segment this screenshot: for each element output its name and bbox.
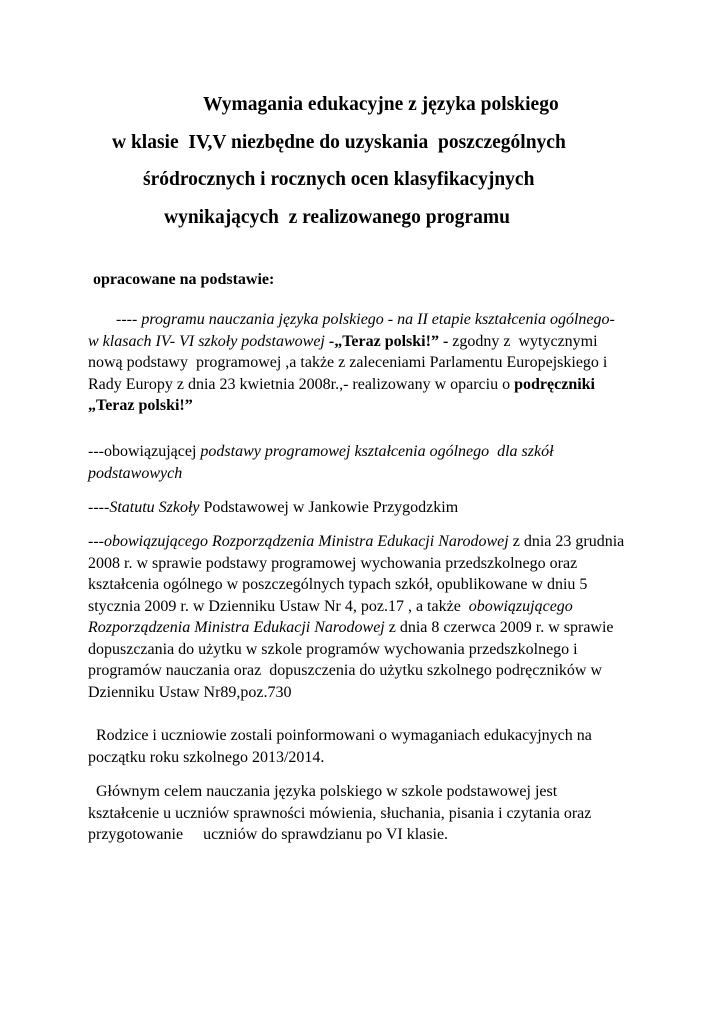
bold-text: podręczniki bbox=[514, 375, 595, 393]
italic-text: Rozporządzenia Ministra Edukacji Narodowej bbox=[88, 619, 385, 636]
paragraph-line bbox=[88, 531, 643, 553]
plain-text: z dnia 8 czerwca 2009 r. w sprawie bbox=[384, 619, 614, 636]
paragraph-line bbox=[88, 497, 643, 519]
paragraph-core-curriculum bbox=[88, 441, 643, 484]
paragraph-line: programów nauczania oraz dopuszczenia do użytku szkolnego podręczników w bbox=[88, 662, 603, 679]
paragraph-line: dopuszczania do użytku w szkole programów wychowania przedszkolnego i bbox=[88, 640, 578, 658]
title-line-2: w klasie IV,V niezbędne do uzyskania poszczególnych bbox=[112, 131, 566, 153]
title-line-1: Wymagania edukacyjne z języka polskiego bbox=[203, 94, 559, 115]
dash-prefix: ---- bbox=[88, 499, 110, 516]
paragraph-line bbox=[88, 617, 643, 639]
paragraph-line bbox=[88, 374, 643, 396]
plain-text: Podstawowej w Jankowie Przygodzkim bbox=[199, 499, 459, 516]
italic-text: Statutu Szkoły bbox=[109, 499, 200, 516]
italic-text: w klasach IV- VI szkoły podstawowej bbox=[88, 332, 329, 350]
italic-text: ---obowiązującego Rozporządzenia Ministra Edukacji Narodowej bbox=[88, 533, 509, 550]
italic-text: programu nauczania języka polskiego - na II etapie kształcenia ogólnego- bbox=[141, 311, 615, 328]
paragraph-main-goal bbox=[88, 781, 643, 846]
plain-text: stycznia 2009 r. w Dzienniku Ustaw Nr 4, poz.17 , a także bbox=[88, 597, 469, 615]
italic-text: obowiązującego bbox=[468, 597, 573, 615]
paragraph-line bbox=[88, 441, 643, 463]
paragraph-line bbox=[88, 596, 643, 618]
plain-text: zgodny z wytycznymi bbox=[448, 332, 598, 350]
title-line-4: wynikających z realizowanego programu bbox=[164, 206, 510, 228]
paragraph-line: przygotowanie uczniów do sprawdzianu po VI klasie. bbox=[88, 826, 449, 843]
paragraph-line: początku roku szkolnego 2013/2014. bbox=[88, 748, 325, 766]
paragraph-line bbox=[88, 309, 643, 331]
dash-prefix: ---- bbox=[88, 311, 142, 328]
plain-text: z dnia 23 grudnia bbox=[508, 533, 625, 550]
paragraph-line: kształcenia ogólnego w poszczególnych typach szkół, opublikowane w dniu 5 bbox=[88, 576, 588, 593]
paragraph-line: 2008 r. w sprawie podstawy programowej wychowania przedszkolnego oraz bbox=[88, 554, 578, 572]
plain-text: Rady Europy z dnia 23 kwietnia 2008r.,- realizowany w oparciu o bbox=[88, 375, 515, 393]
document-title bbox=[0, 86, 725, 236]
paragraph-regulation bbox=[88, 531, 643, 703]
paragraph-line: Rodzice i uczniowie zostali poinformowani o wymaganiach edukacyjnych na bbox=[88, 727, 592, 744]
paragraph-program bbox=[88, 309, 643, 417]
paragraph-parents-informed bbox=[88, 725, 643, 768]
dash-prefix: ---obowiązującej bbox=[88, 443, 201, 460]
paragraph-line bbox=[88, 331, 643, 353]
paragraph-line: Dzienniku Ustaw Nr89,poz.730 bbox=[88, 683, 292, 701]
paragraph-line: nową podstawy programowej ,a także z zaleceniami Parlamentu Europejskiego i bbox=[88, 354, 608, 371]
bold-text: -„Teraz polski!” - bbox=[328, 332, 449, 350]
paragraph-line: Głównym celem nauczania języka polskiego w szkole podstawowej jest bbox=[88, 783, 558, 800]
paragraph-line: kształcenie u uczniów sprawności mówienia, słuchania, pisania i czytania oraz bbox=[88, 804, 592, 822]
italic-text: podstawy programowej kształcenia ogólnego dla szkół bbox=[200, 443, 554, 460]
title-line-3: śródrocznych i rocznych ocen klasyfikacyjnych bbox=[143, 169, 535, 190]
subtitle: opracowane na podstawie: bbox=[93, 271, 275, 288]
paragraph-line: podstawowych bbox=[88, 464, 183, 482]
paragraph-statute bbox=[88, 497, 643, 519]
paragraph-line: „Teraz polski!” bbox=[88, 397, 193, 414]
